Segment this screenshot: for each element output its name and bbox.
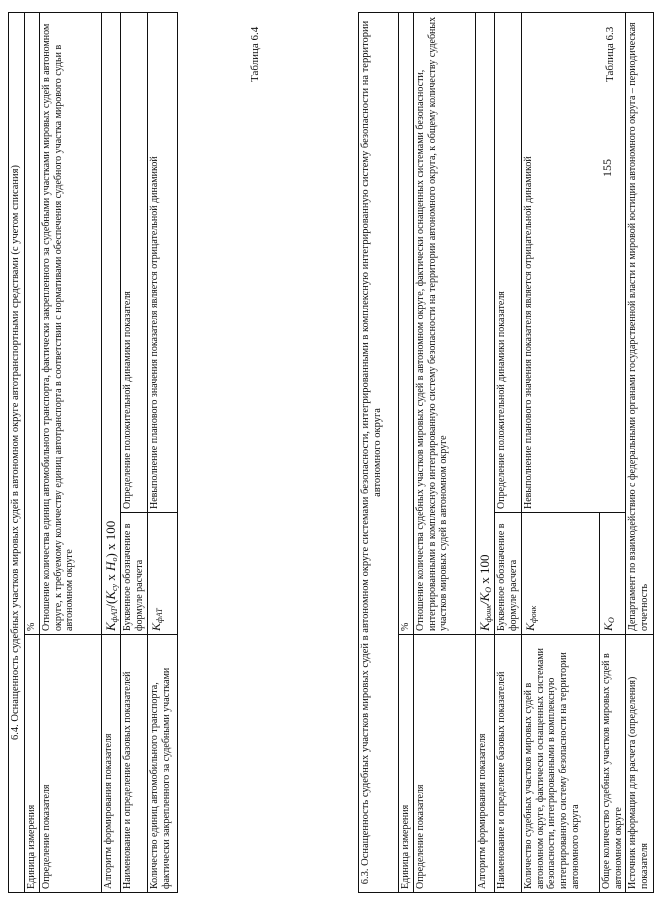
page-number: 155 [600, 159, 614, 177]
base-indicator-1-text: Количество единиц автомобильного транспорта, фактически закрепленного за судебными участками [147, 635, 177, 893]
algorithm-label: Алгоритм формирования показателя [101, 635, 120, 893]
table-6-4 [8, 12, 178, 893]
unit-value: % [25, 12, 40, 634]
base-indicator-1-text: Количество судебных участков мировых судей в автономном округе, фактически оснащенных системами безопасности, интегрированными в комплексную интегрированную систему безопасности на территории автономного округа [521, 635, 599, 893]
base-indicator-2-symbol: $K_O$ [599, 513, 626, 635]
base-indicators-header: Наименование и определение базовых показателей [495, 635, 522, 893]
unit-label: Единица измерения [25, 635, 40, 893]
base-indicators-header: Наименование и определение базовых показателей [121, 635, 148, 893]
source-value: Департамент по взаимодействию с федеральными органами государственной власти и мировой юстиции автономного округа – периодическая отчетность [626, 12, 654, 634]
table-6-4-label: Таблица 6.4 [249, 26, 261, 82]
table-6-3 [358, 12, 654, 893]
definition-label: Определение показателя [413, 635, 475, 893]
source-label: Источник информации для расчета (определения) показателя [626, 635, 654, 893]
base-indicator-1-symbol: $K_{фонк}$ [521, 513, 599, 635]
unit-value: % [399, 12, 414, 634]
negative-dynamics-note: Невыполнение планового значения показателя является отрицательной динамикой [521, 12, 626, 512]
formula: $K_{фАТ}/(K_{су}$ x $H_о$) x 100 [101, 12, 120, 634]
table-6-3-label: Таблица 6.3 [604, 26, 616, 82]
table-6-4-caption: 6.4. Оснащенность судебных участков мировых судей в автономном округе автотранспортными средствами (с учетом списания) [9, 12, 25, 892]
formula: $K_{фонк}/K_O$ x 100 [475, 12, 494, 634]
positive-dynamics-header: Определение положительной динамики показателя [121, 12, 148, 512]
base-indicator-1-symbol: $K_{фАТ}$ [147, 513, 177, 635]
definition-label: Определение показателя [39, 635, 101, 893]
positive-dynamics-header: Определение положительной динамики показателя [495, 12, 522, 512]
algorithm-label: Алгоритм формирования показателя [475, 635, 494, 893]
negative-dynamics-note: Невыполнение планового значения показателя является отрицательной динамикой [147, 12, 177, 512]
definition-value: Отношение количества единиц автомобильного транспорта, фактически закрепленного за судебными участками мировых судей в автономном округе, к требуемому количеству единиц автотранспорта в соответствии с нормативами обеспечения судебного участка мирового судьи в автономном округе [39, 12, 101, 634]
definition-value: Отношение количества судебных участков мировых судей в автономном округе, фактически оснащенных системами безопасности, интегрированными в комплексную интегрированную систему безопасности на территории автономного округа, к общему количеству судебных участков мировых судей в автономном округе [413, 12, 475, 634]
letter-designation-header: Буквенное обозначение в формуле расчета [121, 513, 148, 635]
letter-designation-header: Буквенное обозначение в формуле расчета [495, 513, 522, 635]
unit-label: Единица измерения [399, 635, 414, 893]
base-indicator-2-text: Общее количество судебных участков мировых судей в автономном округе [599, 635, 626, 893]
table-6-3-caption: 6.3. Оснащенность судебных участков мировых судей в автономном округе системами безопасности, интегрированными в комплексную интегрированную систему безопасности на территории автономного округа [359, 12, 399, 892]
